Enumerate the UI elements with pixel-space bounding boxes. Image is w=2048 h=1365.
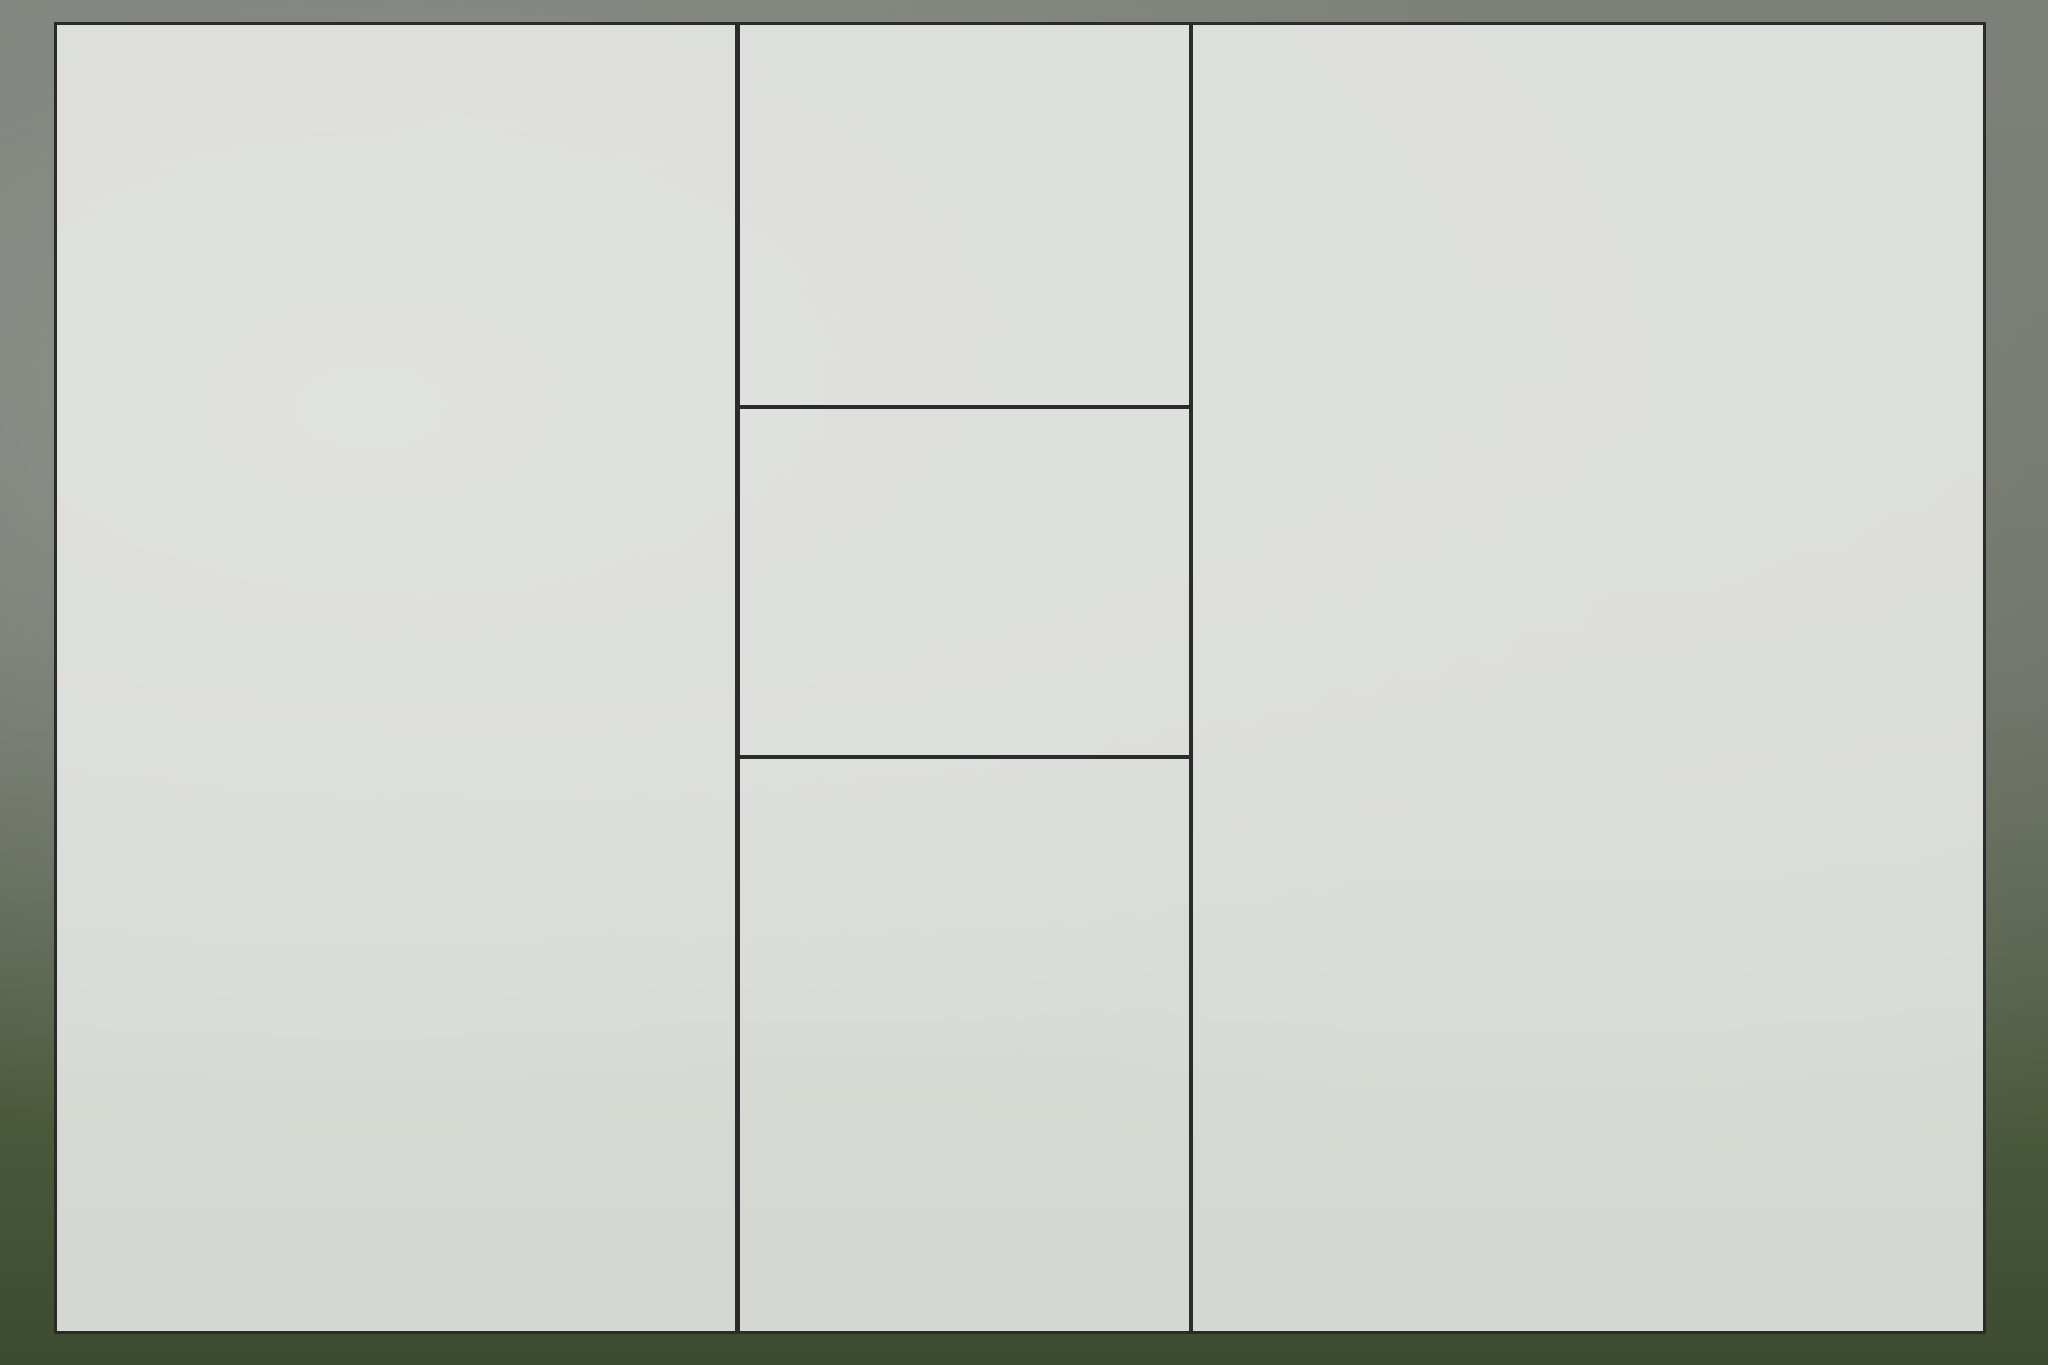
pizza-panel xyxy=(737,756,1192,1334)
mini-pizza-panel xyxy=(737,406,1192,758)
specialty-options-panel xyxy=(54,22,738,1334)
sandwiches-panel xyxy=(737,22,1192,408)
pasta-panel xyxy=(1190,22,1986,1334)
